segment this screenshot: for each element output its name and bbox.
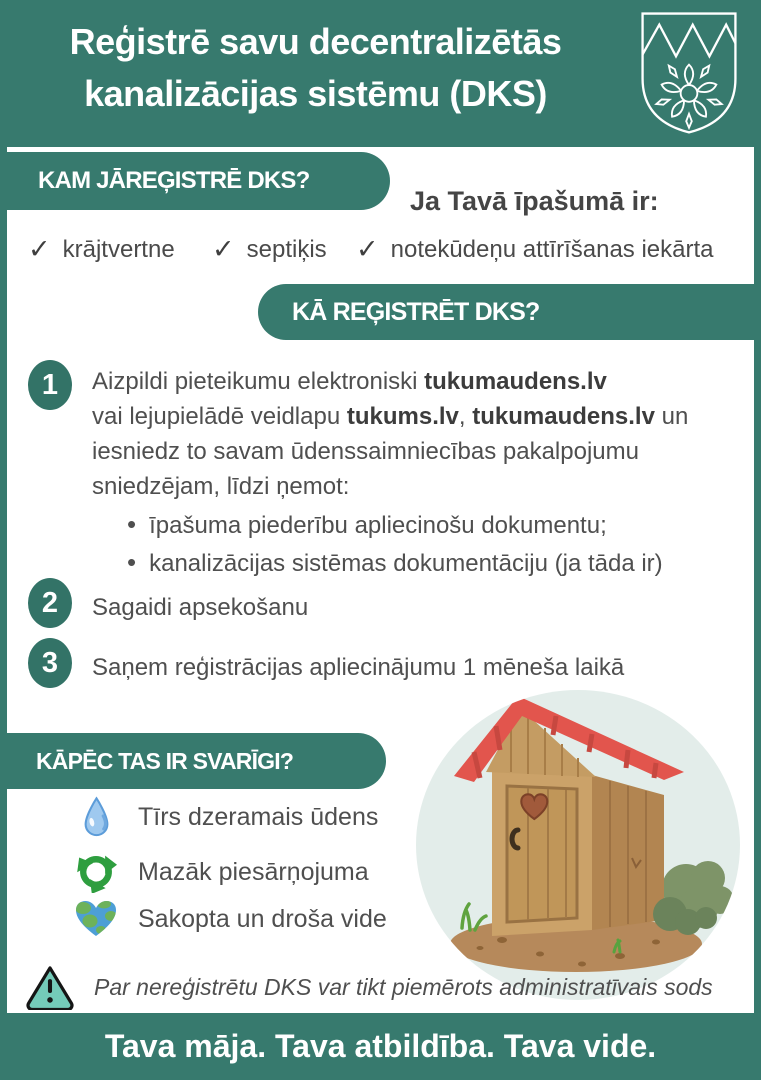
step-text: Sagaidi apsekošanu <box>92 594 309 621</box>
step-bullet-list <box>127 506 663 582</box>
footer-slogan-bar <box>0 1013 761 1080</box>
checklist-item <box>356 234 714 265</box>
step-number-badge: 1 <box>28 360 72 410</box>
step-number-badge: 3 <box>28 638 72 688</box>
warning-text: Par nereģistrētu DKS var tikt piemērots administratīvais sods <box>94 974 713 1000</box>
benefit-label: Sakopta un droša vide <box>138 904 387 933</box>
page-title-line1: Reģistrē savu decentralizētās <box>69 21 562 62</box>
who-lead-text: Ja Tavā īpašumā ir: <box>410 186 659 216</box>
check-icon: ✓ <box>212 234 235 264</box>
earth-heart-icon <box>70 899 122 939</box>
step-bullet: • īpašuma piederību apliecinošu dokumentu; <box>127 506 663 544</box>
checklist-item-label: notekūdeņu attīrīšanas iekārta <box>390 235 714 263</box>
benefit-label: Mazāk piesārņojuma <box>138 857 369 886</box>
page-title <box>8 16 623 120</box>
checklist-item-label: septiķis <box>246 235 327 263</box>
warning-triangle-icon <box>24 963 76 1015</box>
section-badge-who: KAM JĀREĢISTRĒ DKS? <box>0 152 390 210</box>
water-drop-icon <box>70 796 122 838</box>
checklist-item <box>212 234 327 265</box>
outhouse-illustration <box>416 690 740 1000</box>
step-text: Aizpildi pieteikumu elektroniski tukumaudens.lv vai lejupielādē veidlapu tukums.lv, tukumaudens.lv un iesniedz to savam ūdenssaimniecības pakalpojumu sniedzējam, līdzi ņemot: <box>92 368 689 500</box>
page-title-line2: kanalizācijas sistēmu (DKS) <box>84 73 547 114</box>
benefit-item <box>70 796 378 838</box>
step-text: Saņem reģistrācijas apliecinājumu 1 mēneša laikā <box>92 654 625 681</box>
checklist-item <box>28 234 175 265</box>
benefit-label: Tīrs dzeramais ūdens <box>138 802 379 831</box>
section-badge-how: KĀ REĢISTRĒT DKS? <box>258 284 761 340</box>
benefit-item <box>70 899 387 939</box>
footer-slogan: Tava māja. Tava atbildība. Tava vide. <box>104 1028 657 1064</box>
tukums-coat-of-arms-icon <box>632 8 746 138</box>
recycle-icon <box>70 851 122 893</box>
step-bullet: • kanalizācijas sistēmas dokumentāciju (ja tāda ir) <box>127 544 663 582</box>
step-number-badge: 2 <box>28 578 72 628</box>
check-icon: ✓ <box>28 234 51 264</box>
checklist-item-label: krājtvertne <box>62 235 175 263</box>
section-badge-why: KĀPĒC TAS IR SVARĪGI? <box>0 733 386 789</box>
benefit-item <box>70 851 369 893</box>
check-icon: ✓ <box>356 234 379 264</box>
